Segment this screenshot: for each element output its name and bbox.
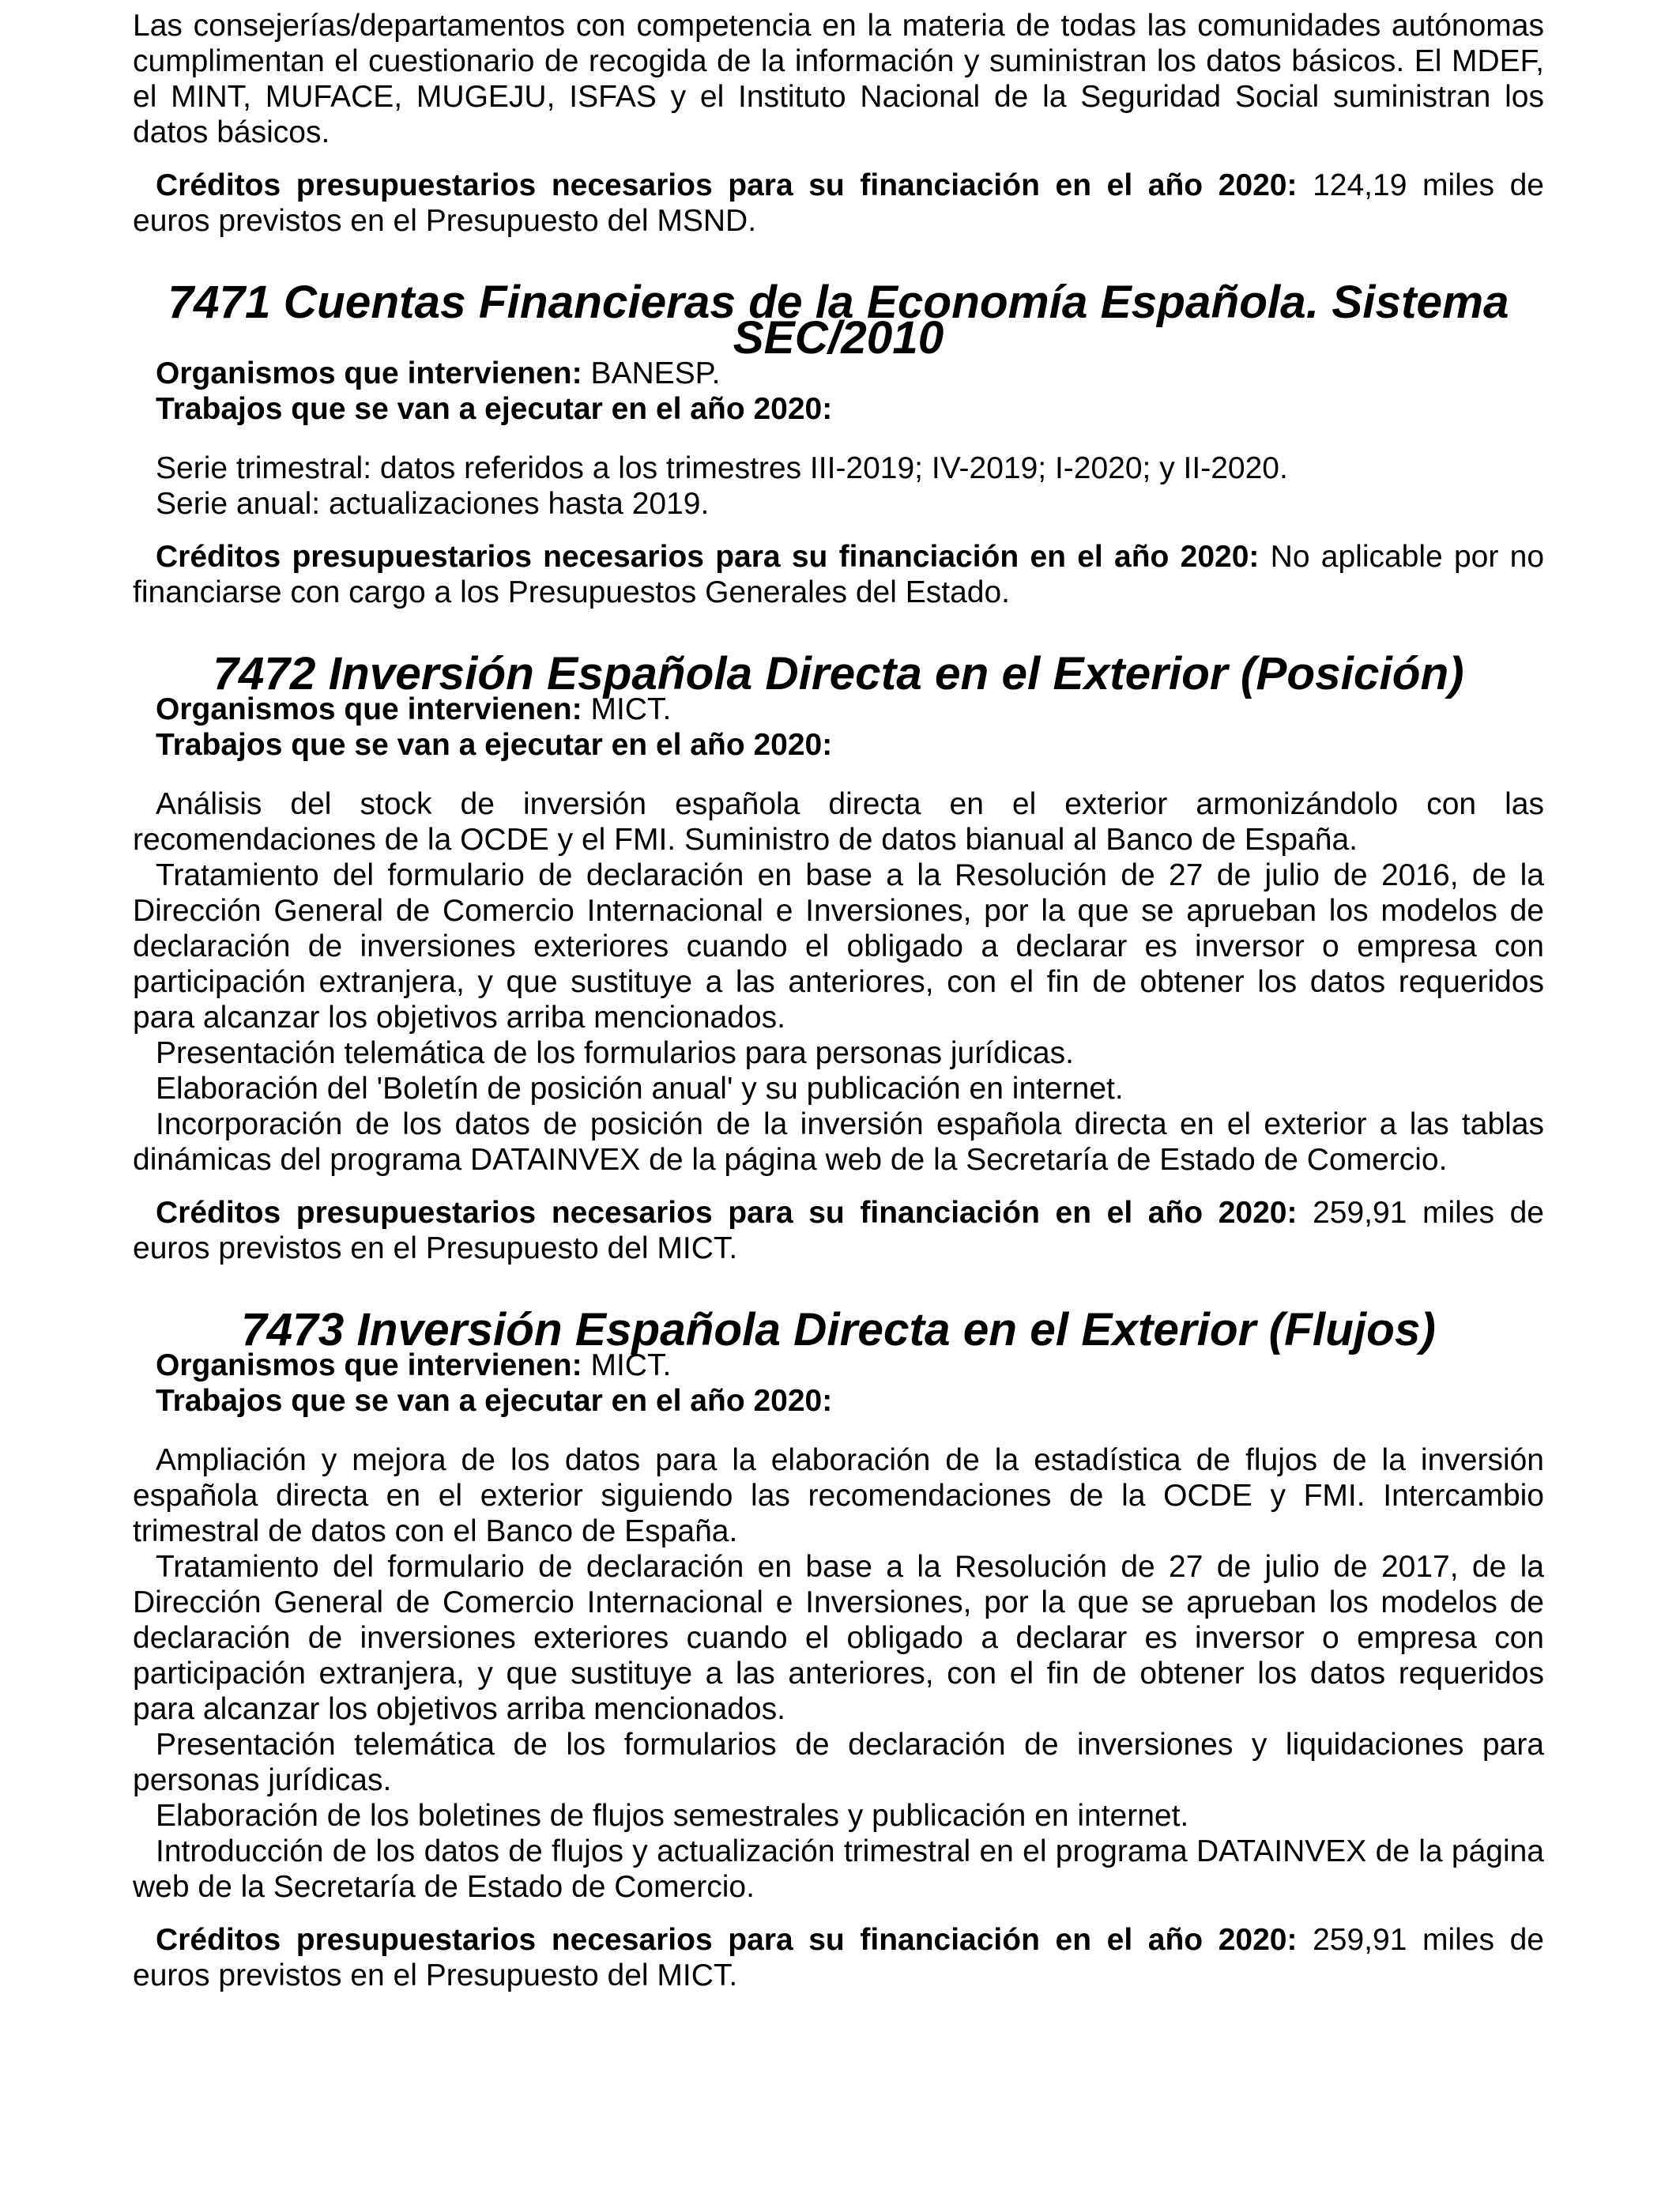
- intro-credits: [133, 168, 1544, 239]
- work-paragraph: Análisis del stock de inversión española directa en el exterior armonizándolo con las recomendaciones de la OCDE y el FMI. Suministro de datos bianual al Banco de España.: [133, 787, 1544, 857]
- section-title-7472: 7472 Inversión Española Directa en el Exterior (Posición): [213, 648, 1464, 699]
- credits-label: Créditos presupuestarios necesarios para su financiación en el año 2020:: [156, 1196, 1298, 1230]
- work-paragraph: Elaboración de los boletines de flujos semestrales y publicación en internet.: [156, 1799, 1189, 1833]
- work-paragraph: Tratamiento del formulario de declaración en base a la Resolución de 27 de julio de 2016, de la Dirección General de Comercio Internacional e Inversiones, por la que se aprueban los modelos de declaración de inversiones exteriores cuando el obligado a declarar es inversor o empresa con participación extranjera, y que sustituye a las anteriores, con el fin de obtener los datos requeridos para alcanzar los objetivos arriba mencionados.: [133, 858, 1544, 1035]
- organismos-value: MICT.: [582, 1348, 672, 1382]
- organismos-value: BANESP.: [582, 356, 721, 390]
- organismos-label: Organismos que intervienen:: [156, 356, 582, 390]
- credits-paragraph: [133, 1922, 1544, 1993]
- section-title-7471: 7471 Cuentas Financieras de la Economía Española. Sistema SEC/2010: [168, 277, 1509, 364]
- credits-value: No aplicable por no financiarse con cargo a los Presupuestos Generales del Estado.: [133, 540, 1545, 609]
- trabajos-label: Trabajos que se van a ejecutar en el año 2020:: [156, 1384, 833, 1418]
- trabajos-label: Trabajos que se van a ejecutar en el año 2020:: [156, 728, 833, 762]
- trabajos-label: Trabajos que se van a ejecutar en el año 2020:: [156, 392, 833, 426]
- credits-label: Créditos presupuestarios necesarios para su financiación en el año 2020:: [156, 540, 1260, 574]
- credits-paragraph: [133, 539, 1544, 610]
- credits-paragraph: [133, 1195, 1544, 1266]
- work-paragraph: Ampliación y mejora de los datos para la elaboración de la estadística de flujos de la inversión española directa en el exterior siguiendo las recomendaciones de la OCDE y FMI. Intercambio trimestral de datos con el Banco de España.: [133, 1443, 1544, 1548]
- organismos-value: MICT.: [582, 692, 672, 726]
- credits-label: Créditos presupuestarios necesarios para su financiación en el año 2020:: [156, 1923, 1298, 1957]
- work-paragraph: Tratamiento del formulario de declaración en base a la Resolución de 27 de julio de 2017, de la Dirección General de Comercio Internacional e Inversiones, por la que se aprueban los modelos de declaración de inversiones exteriores cuando el obligado a declarar es inversor o empresa con participación extranjera, y que sustituye a las anteriores, con el fin de obtener los datos requeridos para alcanzar los objetivos arriba mencionados.: [133, 1550, 1544, 1726]
- work-paragraph: Presentación telemática de los formularios de declaración de inversiones y liquidaciones para personas jurídicas.: [133, 1728, 1544, 1797]
- work-paragraph: Introducción de los datos de flujos y actualización trimestral en el programa DATAINVEX de la página web de la Secretaría de Estado de Comercio.: [133, 1834, 1544, 1904]
- organismos-label: Organismos que intervienen:: [156, 692, 582, 726]
- credits-value: 259,91 miles de euros previstos en el Presupuesto del MICT.: [133, 1196, 1544, 1265]
- work-paragraph: Serie trimestral: datos referidos a los trimestres III-2019; IV-2019; I-2020; y II-2020.: [156, 451, 1288, 485]
- work-paragraph: Serie anual: actualizaciones hasta 2019.: [156, 487, 710, 521]
- intro-paragraph: Las consejerías/departamentos con competencia en la materia de todas las comunidades autónomas cumplimentan el cuestionario de recogida de la información y suministran los datos básicos. El MDEF, el MINT, MUFACE, MUGEJU, ISFAS y el Instituto Nacional de la Seguridad Social suministran los datos básicos.: [133, 9, 1544, 149]
- organismos-label: Organismos que intervienen:: [156, 1348, 582, 1382]
- work-paragraph: Elaboración del 'Boletín de posición anual' y su publicación en internet.: [156, 1072, 1124, 1106]
- work-paragraph: Presentación telemática de los formularios para personas jurídicas.: [156, 1036, 1074, 1070]
- credits-value: 124,19 miles de euros previstos en el Presupuesto del MSND.: [133, 168, 1544, 238]
- work-paragraph: Incorporación de los datos de posición de la inversión española directa en el exterior a las tablas dinámicas del programa DATAINVEX de la página web de la Secretaría de Estado de Comercio.: [133, 1107, 1544, 1177]
- credits-label: Créditos presupuestarios necesarios para su financiación en el año 2020:: [156, 168, 1298, 202]
- document-page: [133, 8, 1544, 1993]
- credits-value: 259,91 miles de euros previstos en el Presupuesto del MICT.: [133, 1923, 1544, 1992]
- section-title-7473: 7473 Inversión Española Directa en el Exterior (Flujos): [241, 1304, 1436, 1355]
